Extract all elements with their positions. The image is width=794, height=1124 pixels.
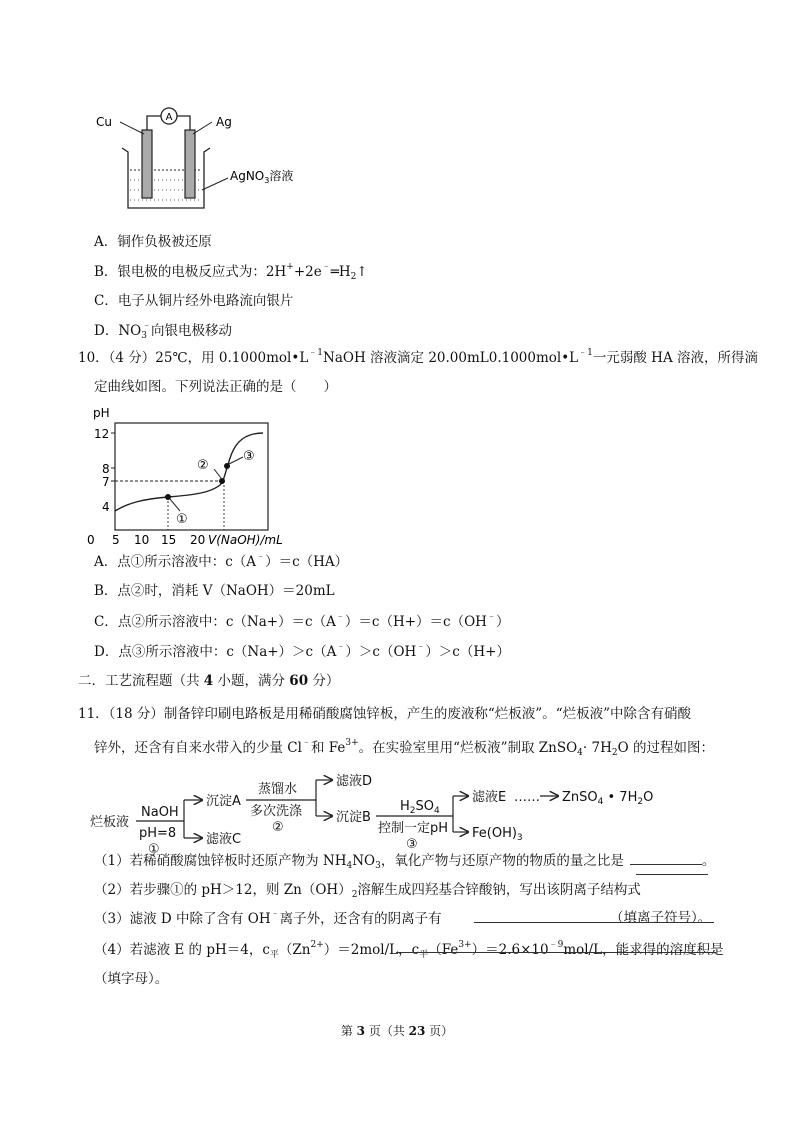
flow-step3-condition: 控制一定pH xyxy=(378,821,449,836)
flow-filtrate-d: 滤液D xyxy=(336,774,373,789)
point-2-marker xyxy=(219,478,225,484)
flow-start: 烂板液 xyxy=(90,815,130,830)
flow-step2-number: ② xyxy=(272,820,284,835)
q11-sub4-line2: （填字母）。 xyxy=(94,971,169,987)
flow-filtrate-e: 滤液E xyxy=(472,790,507,805)
q9-option-d: D．$NO_3^﹣$向银电极移动 xyxy=(94,321,232,341)
xtick-15: 15 xyxy=(161,533,177,547)
process-flow-diagram xyxy=(88,764,688,857)
q10-stem-line2: 定曲线如图。下列说法正确的是（ ） xyxy=(94,379,337,395)
q9-option-a: A．铜作负极被还原 xyxy=(94,234,212,250)
page-footer: 第 3 页（共 23 页） xyxy=(340,1024,454,1038)
solution-label: AgNO$_3$溶液 xyxy=(230,169,294,185)
xtick-20: 20 xyxy=(190,533,206,547)
xtick-5: 5 xyxy=(112,533,120,547)
q9-option-b: B．银电极的电极反应式为：$2H^++2e^﹣═H_2↑$ xyxy=(94,262,368,282)
q10-option-d: D．点③所示溶液中：c（Na+）＞c（A﹣）＞c（OH﹣）＞c（H+） xyxy=(94,642,510,660)
galvanic-cell-figure xyxy=(92,100,322,215)
flow-product: ZnSO$_4$ • $7H_2O$ xyxy=(562,790,654,807)
flow-step1-condition: pH=8 xyxy=(139,826,177,841)
chart-xlabel: V(NaOH)/mL xyxy=(208,533,283,547)
q11-stem-line1: 11．（18 分）制备锌印刷电路板是用稀硝酸腐蚀锌板，产生的废液称“烂板液”。“烂板液”中除含有硝酸 xyxy=(78,706,692,722)
q11-sub3: （3）滤液 D 中除了含有 OH﹣离子外，还含有的阴离子有 xyxy=(94,909,442,927)
ytick-8: 8 xyxy=(102,462,110,476)
flow-step2-operation: 多次洗涤 xyxy=(250,804,303,819)
q11-stem-line2: 锌外，还含有自来水带入的少量 Cl﹣和 $Fe^{3+}$。在实验室里用“烂板液”制取 ZnSO$_4$· $7H_2O$ 的过程如图： xyxy=(94,738,714,758)
q11-sub2: （2）若步骤①的 pH＞12，则 $Zn(OH)_2$溶解生成四羟基合锌酸钠，写出该阴离子结构式 xyxy=(94,882,641,900)
flow-feoh3: $Fe(OH)_3$ xyxy=(472,826,523,843)
chart-ylabel: pH xyxy=(93,406,110,420)
q10-option-a: A．点①所示溶液中：c（A﹣）＝c（HA） xyxy=(94,552,349,570)
point-2-label: ② xyxy=(197,458,209,473)
section-heading: 二．工艺流程题（共 4 小题，满分 60 分） xyxy=(78,673,340,689)
ytick-12: 12 xyxy=(94,427,110,441)
q11-sub4-answer-blank[interactable] xyxy=(396,952,716,953)
flow-step1-number: ① xyxy=(148,842,160,857)
q9-option-c: C．电子从铜片经外电路流向银片 xyxy=(94,293,294,309)
flow-precipitate-b: 沉淀B xyxy=(336,810,371,825)
cu-electrode xyxy=(142,130,152,198)
xtick-10: 10 xyxy=(134,533,150,547)
q10-stem-line1: 10．（4 分）25℃，用 $0.1000mol•L^{﹣1}NaOH$ 溶液滴定 $20.00mL0.1000mol•L^{﹣1}$一元弱酸 HA 溶液，所得滴 xyxy=(78,348,758,366)
xtick-0: 0 xyxy=(87,533,95,547)
ammeter-label: A xyxy=(165,112,173,123)
q11-sub1-answer-blank[interactable] xyxy=(630,864,702,865)
flow-step3-reagent: $H_2SO_4$ xyxy=(400,799,440,816)
chart-frame xyxy=(115,423,268,530)
titration-curve xyxy=(115,433,263,511)
beaker xyxy=(122,148,210,208)
ytick-4: 4 xyxy=(102,500,110,514)
titration-curve-chart xyxy=(88,403,318,548)
ag-electrode xyxy=(185,130,195,198)
cu-label: Cu xyxy=(96,115,112,129)
ag-label: Ag xyxy=(216,115,232,129)
q11-sub3-end: （填离子符号）。 xyxy=(610,910,712,926)
q11-sub2-answer-blank[interactable] xyxy=(636,874,708,875)
point-1-label: ① xyxy=(176,512,188,527)
flow-step2-reagent: 蒸馏水 xyxy=(258,782,298,797)
q11-sub1: （1）若稀硝酸腐蚀锌板时还原产物为 $NH_4NO_3$，氧化产物与还原产物的物质的量之比是 。 xyxy=(94,853,716,871)
point-3-label: ③ xyxy=(243,449,255,464)
ytick-7: 7 xyxy=(102,475,110,489)
flow-step1-reagent: NaOH xyxy=(141,805,179,820)
flow-filtrate-c: 滤液C xyxy=(206,832,242,847)
flow-precipitate-a: 沉淀A xyxy=(206,794,241,809)
q11-sub4: （4）若滤液 E 的 pH＝4，$c_平(Zn^{2+})=2mol/L$，$c_平(Fe^{3+})=2.6\times 10^{﹣9}mol/L$，能求得的溶度积是 xyxy=(94,940,724,960)
flow-dots: …… xyxy=(514,790,540,805)
q10-option-b: B．点②时，消耗 V（NaOH）＝20mL xyxy=(94,583,335,599)
q10-option-c: C．点②所示溶液中：c（Na+）＝c（A﹣）＝c（H+）＝c（OH﹣） xyxy=(94,612,510,630)
q11-sub3-answer-blank[interactable] xyxy=(474,922,714,923)
flow-step3-number: ③ xyxy=(406,837,418,852)
